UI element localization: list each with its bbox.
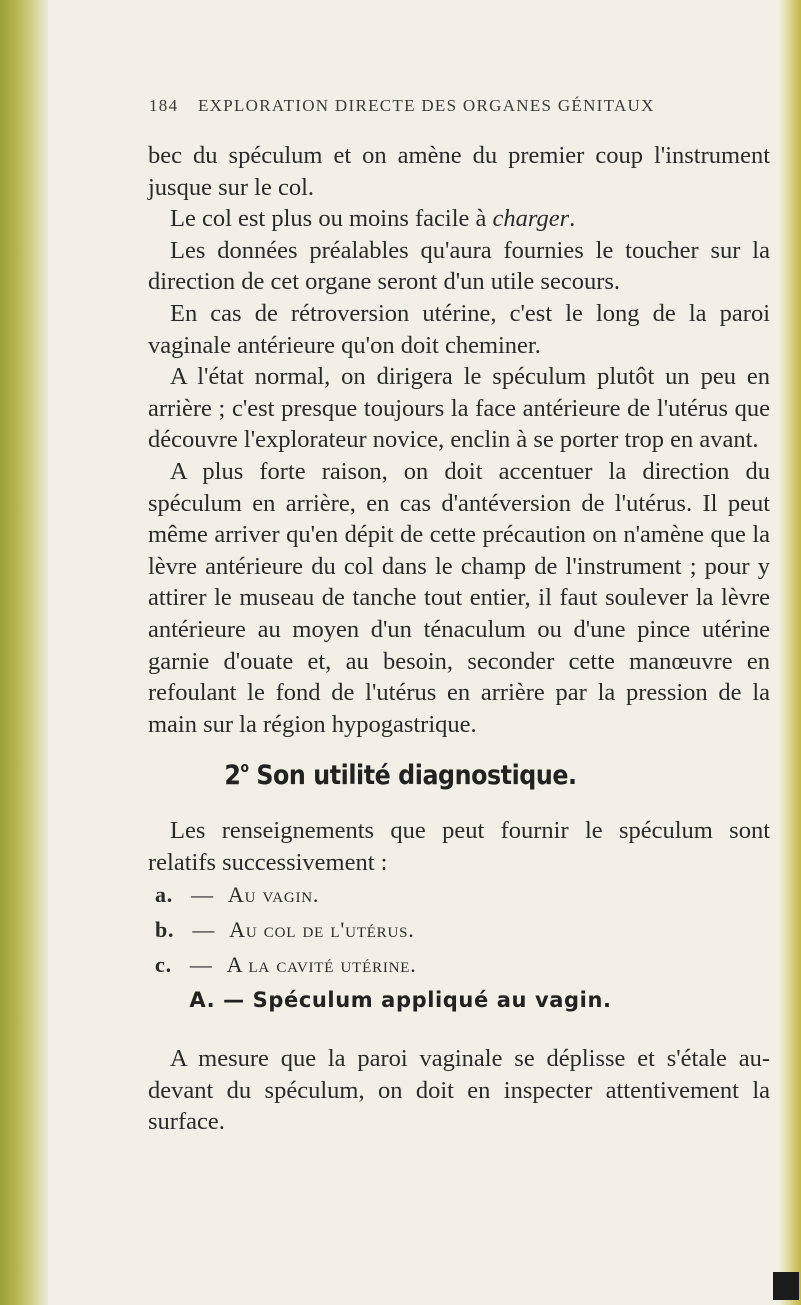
subsection-heading: A. — Spéculum appliqué au vagin.	[189, 988, 612, 1012]
ink-blot	[773, 1272, 799, 1300]
list-label: Au vagin.	[227, 882, 320, 907]
paragraph: En cas de rétroversion utérine, c'est le long de la paroi vaginale antérieure qu'on doit cheminer.	[148, 299, 770, 359]
page-edge-right	[779, 0, 801, 1305]
paragraph: A mesure que la paroi vaginale se déplisse et s'étale au-devant du spéculum, on doit en inspecter attentivement la surface.	[148, 1045, 770, 1136]
paragraph: bec du spéculum et on amène du premier coup l'instrument jusque sur le col.	[148, 142, 770, 201]
page-edge-left	[0, 0, 48, 1305]
list-item	[155, 877, 417, 912]
intro-text	[148, 815, 770, 878]
paragraph	[148, 203, 770, 235]
list-label: Au col de l'utérus.	[229, 917, 415, 942]
list-marker: b.	[155, 917, 175, 942]
paragraph-text: .	[569, 205, 576, 233]
running-title: EXPLORATION DIRECTE DES ORGANES GÉNITAUX	[197, 96, 655, 115]
list-dash: —	[191, 882, 214, 907]
list-item	[155, 912, 417, 947]
paragraph: Les renseignements que peut fournir le spéculum sont relatifs successivement :	[148, 817, 770, 876]
section-number: 2	[224, 760, 241, 791]
enumeration-list	[155, 877, 417, 982]
section-heading	[48, 760, 753, 791]
list-item	[155, 947, 417, 982]
paragraph: A plus forte raison, on doit accentuer la direction du spéculum en arrière, en cas d'antéversion de l'utérus. Il peut même arriver qu'en dépit de cette précaution on n'amène que la lèvre antérieure du col dans le champ de l'instrument ; pour y attirer le museau de tanche tout entier, il faut soulever la lèvre antérieure au moyen d'un ténaculum ou d'une pince utérine garnie d'ouate et, au besoin, seconder cette manœuvre en refoulant le fond de l'utérus en arrière par la pression de la main sur la région hypogastrique.	[148, 457, 770, 738]
list-dash: —	[192, 917, 216, 942]
running-header	[149, 96, 769, 116]
list-marker: c.	[155, 952, 172, 977]
paragraph: Les données préalables qu'aura fournies le toucher sur la direction de cet organe seront d'un utile secours.	[148, 236, 770, 296]
body-text-top	[148, 140, 770, 740]
list-marker: a.	[155, 882, 174, 907]
section-title: Son utilité diagnostique.	[256, 760, 577, 791]
page-number: 184	[149, 96, 179, 115]
paragraph-text: Le col est plus ou moins facile à	[170, 205, 493, 233]
list-label: A la cavité utérine.	[226, 952, 417, 977]
italic-term: charger	[492, 205, 570, 233]
body-text-bottom	[148, 1043, 770, 1138]
paragraph: A l'état normal, on dirigera le spéculum plutôt un peu en arrière ; c'est presque toujours la face antérieure de l'utérus que découvre l'explorateur novice, enclin à se porter trop en avant.	[148, 363, 770, 454]
list-dash: —	[189, 952, 213, 977]
degree-mark: o	[240, 760, 249, 776]
